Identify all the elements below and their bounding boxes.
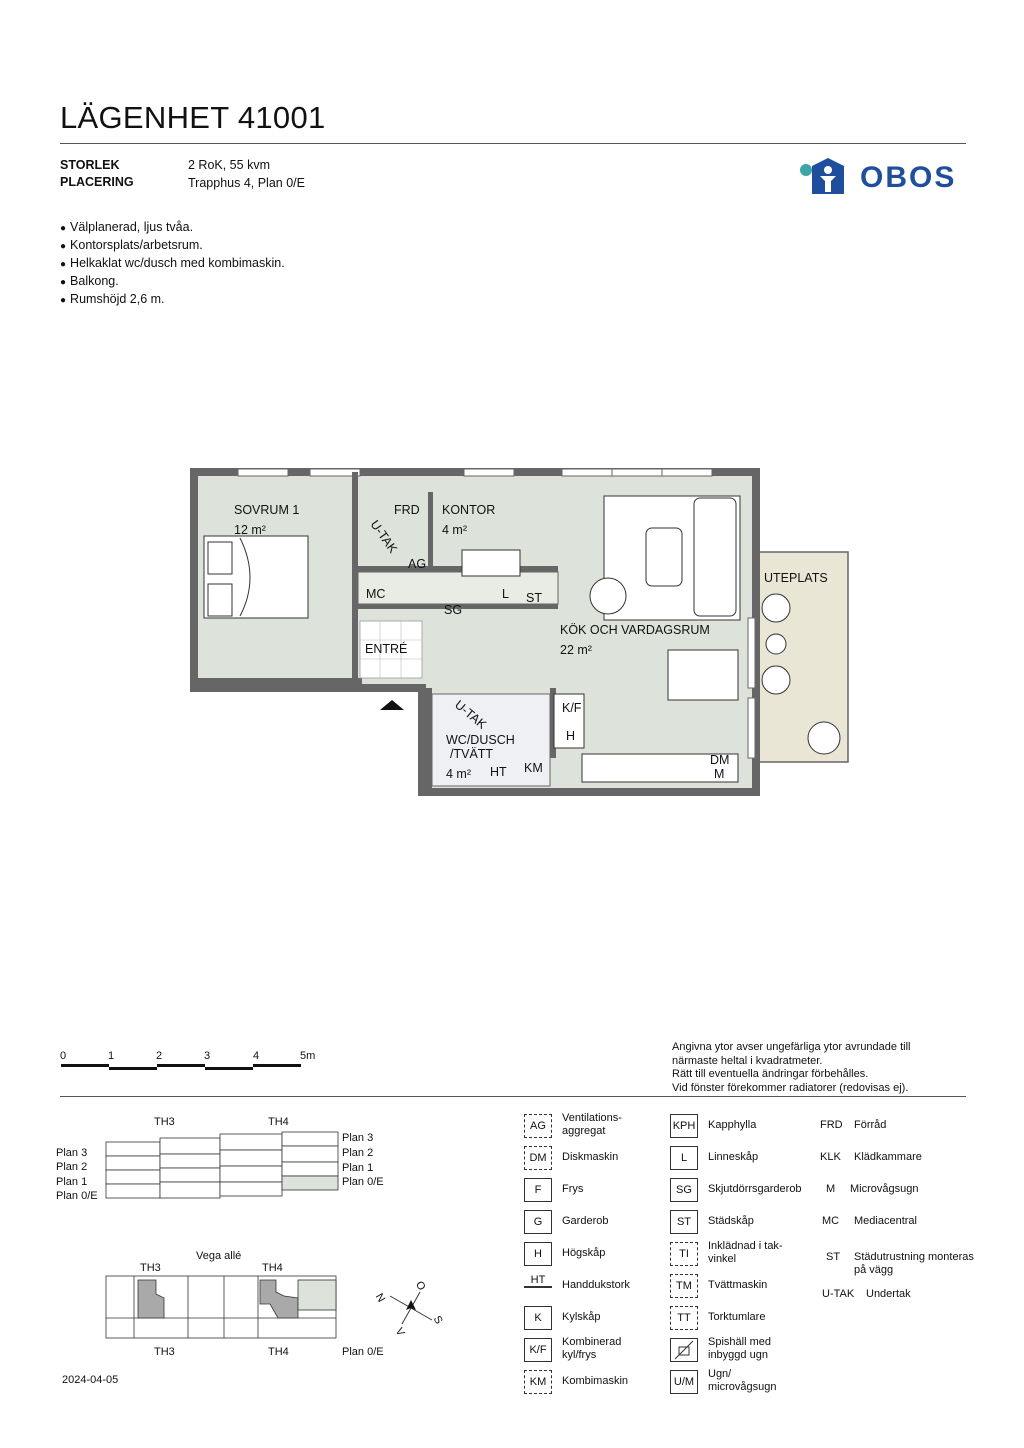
- feature-item: ● Helkaklat wc/dusch med kombimaskin.: [60, 255, 285, 273]
- feature-item: ● Välplanerad, ljus tvåa.: [60, 219, 285, 237]
- legend-column-2: KPH Kapphylla L Linneskåp SG Skjutdörrsgarderob ST Städskåp TI Inklädnad i tak- vinkel TM Tvättmaskin TT Torktumlare Spishäll med inbyggd ugn U/M Ugn/ microvågsugn: [670, 1112, 820, 1402]
- label-ag: AG: [408, 557, 427, 571]
- obos-house-icon: [798, 156, 858, 198]
- scale-tick: 3: [204, 1050, 211, 1062]
- armchair: [590, 578, 626, 614]
- label-kf: K/F: [562, 701, 582, 715]
- site-key-plan: Vega allé TH3 TH4 TH3 TH4 Plan 0/E: [100, 1248, 400, 1360]
- notes: Angivna ytor avser ungefärliga ytor avrundade till närmaste heltal i kvadratmeter. Rätt till eventuella ändringar förbehålles. Vid fönster förekommer radiatorer (redovisas ej).: [672, 1041, 911, 1094]
- label-ht: HT: [490, 765, 507, 779]
- room-frd: FRD: [394, 503, 420, 517]
- label-utak-b: U-TAK: [452, 697, 490, 732]
- size-value: 2 RoK, 55 kvm: [188, 158, 270, 172]
- feature-item: ● Kontorsplats/arbetsrum.: [60, 237, 285, 255]
- label-h: H: [566, 729, 576, 743]
- size-label: STORLEK: [60, 158, 120, 172]
- room-sovrum-name: SOVRUM 1: [234, 503, 300, 517]
- entrance-arrow-icon: [380, 700, 404, 710]
- placement-label: PLACERING: [60, 175, 134, 189]
- room-kontor-name: KONTOR: [442, 503, 496, 517]
- room-sovrum-area: 12 m²: [234, 523, 266, 537]
- scale-tick: 5m: [300, 1050, 316, 1062]
- legend-column-1: AG Ventilations- aggregat DM Diskmaskin F Frys G Garderob H Högskåp HT Handdukstork K Kylskåp K/F Kombinerad kyl/frys KM Kombimaskin: [524, 1112, 664, 1402]
- scale-tick: 0: [60, 1050, 67, 1062]
- room-kontor-area: 4 m²: [442, 523, 467, 537]
- room-uteplats: UTEPLATS: [764, 571, 828, 585]
- scale-tick: 4: [253, 1050, 260, 1062]
- compass: N O S V: [372, 1279, 445, 1339]
- obos-logo: [798, 156, 968, 198]
- room-kok-area: 22 m²: [560, 643, 592, 657]
- room-entre: ENTRÉ: [365, 642, 408, 656]
- floor-plan: [190, 468, 870, 800]
- header-divider: [60, 143, 966, 144]
- scale-tick: 1: [108, 1050, 115, 1062]
- room-wc-line1: WC/DUSCH: [446, 733, 515, 747]
- stove-oven-icon: [670, 1338, 698, 1362]
- scale-bar: [60, 1050, 320, 1074]
- feature-item: ● Rumshöjd 2,6 m.: [60, 291, 285, 309]
- room-kok-name: KÖK OCH VARDAGSRUM: [560, 623, 710, 637]
- page-title: LÄGENHET 41001: [60, 100, 326, 135]
- dining-table: [668, 650, 738, 700]
- label-mc: MC: [366, 587, 386, 601]
- label-sg: SG: [444, 603, 463, 617]
- room-wc-area: 4 m²: [446, 767, 471, 781]
- footer-divider: [60, 1096, 966, 1097]
- desk: [462, 550, 520, 576]
- feature-list: [60, 219, 285, 309]
- label-l: L: [502, 587, 509, 601]
- label-st: ST: [526, 591, 542, 605]
- label-utak-a: U-TAK: [367, 517, 400, 556]
- label-km: KM: [524, 761, 543, 775]
- legend-column-3: FRD Förråd KLK Klädkammare M Microvågsugn MC Mediacentral ST Städutrustning monteras på vägg U-TAK Undertak: [820, 1119, 974, 1300]
- coffee-table: [646, 528, 682, 586]
- compass-icon: [386, 1286, 436, 1330]
- room-wc-line2: /TVÄTT: [450, 747, 494, 761]
- label-dm: DM: [710, 753, 730, 767]
- obos-wordmark: OBOS: [860, 161, 957, 194]
- elevation-key-plan: TH3 TH4 Plan 3 Plan 2 Plan 1 Plan 0/E Plan 3 Plan 2 Plan 1 Plan 0/E: [56, 1116, 384, 1202]
- scale-tick: 2: [156, 1050, 163, 1062]
- label-m: M: [714, 767, 725, 781]
- feature-item: ● Balkong.: [60, 273, 285, 291]
- sofa: [694, 498, 736, 616]
- placement-value: Trapphus 4, Plan 0/E: [188, 176, 305, 190]
- document-date: 2024-04-05: [62, 1374, 119, 1386]
